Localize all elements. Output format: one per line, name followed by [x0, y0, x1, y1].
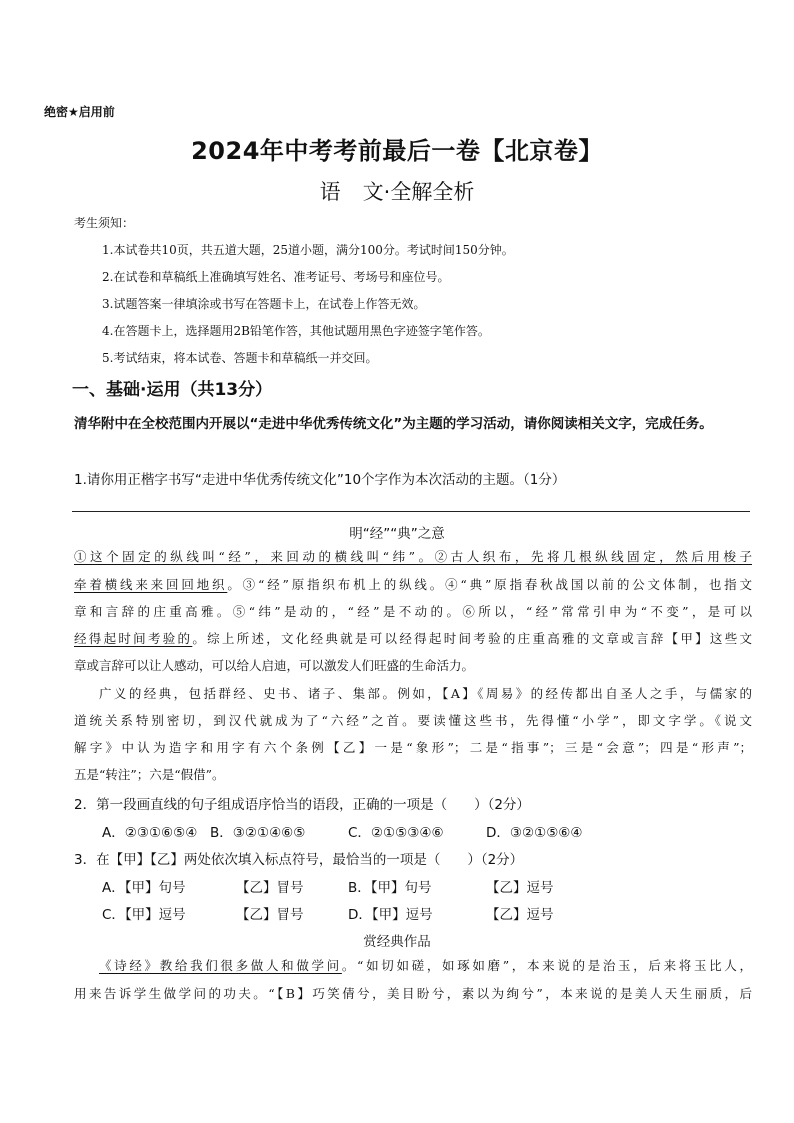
section-intro: 清华附中在全校范围内开展以“走进中华优秀传统文化”为主题的学习活动，请你阅读相关文字，完成任务。	[74, 416, 713, 432]
passage-line: 牵着横线来来回回地织。③“经”原指织布机上的纵线。④“典”原指春秋战国以前的公文体制，也指文	[74, 577, 752, 592]
passage-title: 赏经典作品	[363, 934, 431, 950]
notice-item: 4.在答题卡上，选择题用2B铅笔作答，其他试题用黑色字迹签字笔作答。	[102, 324, 490, 338]
passage-line: 经得起时间考验的。综上所述，文化经典就是可以经得起时间考验的庄重高雅的文章或言辞【甲】这些文	[74, 631, 752, 646]
notice-heading: 考生须知：	[74, 216, 135, 230]
notice-item: 1.本试卷共10页，共五道大题，25道小题，满分100分。考试时间150分钟。	[102, 243, 514, 257]
notice-item: 2.在试卷和草稿纸上准确填写姓名、准考证号、考场号和座位号。	[102, 270, 450, 284]
passage-line: 用来告诉学生做学问的功夫。“【B】巧笑倩兮，美目盼兮，素以为绚兮”，本来说的是美人天生丽质，后	[74, 986, 752, 1001]
question-2: 2．第一段画直线的句子组成语序恰当的语段，正确的一项是（ ）（2分）	[74, 797, 530, 813]
q3-option-c[interactable]: C．【甲】逗号	[102, 907, 186, 923]
q2-option-b[interactable]: B．③②①④⑥⑤	[210, 825, 306, 841]
passage-title: 明“经”“典”之意	[349, 526, 445, 542]
q3-option-b[interactable]: B．【甲】句号	[348, 880, 432, 896]
exam-subtitle: 语 文·全解全析	[319, 180, 475, 204]
passage-line: 章或言辞可以让人感动，可以给人启迪，可以激发人们旺盛的生命活力。	[74, 658, 475, 673]
q3-option-d-yi: 【乙】逗号	[486, 907, 554, 923]
question-3: 3．在【甲】【乙】两处依次填入标点符号，最恰当的一项是（ ）（2分）	[74, 852, 524, 868]
passage-line: 五是“转注”；六是“假借”。	[74, 767, 225, 782]
passage-line: 《诗经》教给我们很多做人和做学问。“如切如磋，如琢如磨”，本来说的是治玉，后来将玉比人，	[99, 958, 752, 973]
q3-option-b-yi: 【乙】逗号	[486, 880, 554, 896]
passage-line: 章和言辞的庄重高雅。⑤“纬”是动的，“经”是不动的。⑥所以，“经”常常引申为“不变”，是可以	[74, 604, 752, 619]
section-heading: 一、基础·运用（共13分）	[72, 380, 273, 400]
q2-option-a[interactable]: A．②③①⑥⑤④	[102, 825, 198, 841]
passage-line: ①这个固定的纵线叫“经”，来回动的横线叫“纬”。②古人织布，先将几根纵线固定，然后用梭子	[74, 549, 752, 564]
notice-item: 3.试题答案一律填涂或书写在答题卡上，在试卷上作答无效。	[102, 297, 426, 311]
question-1: 1.请你用正楷字书写“走进中华优秀传统文化”10个字作为本次活动的主题。（1分）	[74, 472, 566, 488]
confidential-label: 绝密★启用前	[44, 105, 115, 119]
exam-title: 2024年中考考前最后一卷【北京卷】	[191, 137, 603, 165]
passage-line: 广义的经典，包括群经、史书、诸子、集部。例如，【A】《周易》的经传都出自圣人之手，与儒家的	[99, 686, 752, 701]
passage-line: 道统关系特别密切，到汉代就成为了“六经”之首。要读懂这些书，先得懂“小学”，即文字学。《说文	[74, 713, 752, 728]
answer-line	[72, 511, 750, 512]
passage-line: 解字》中认为造字和用字有六个条例【乙】一是“象形”；二是“指事”；三是“会意”；四是“形声”；	[74, 740, 752, 755]
notice-item: 5.考试结束，将本试卷、答题卡和草稿纸一并交回。	[102, 351, 378, 365]
q2-option-d[interactable]: D．③②①⑤⑥④	[486, 825, 583, 841]
q3-option-a[interactable]: A．【甲】句号	[102, 880, 186, 896]
q3-option-c-yi: 【乙】冒号	[236, 907, 304, 923]
q3-option-a-yi: 【乙】冒号	[236, 880, 304, 896]
q2-option-c[interactable]: C．②①⑤③④⑥	[348, 825, 444, 841]
q3-option-d[interactable]: D．【甲】逗号	[348, 907, 433, 923]
